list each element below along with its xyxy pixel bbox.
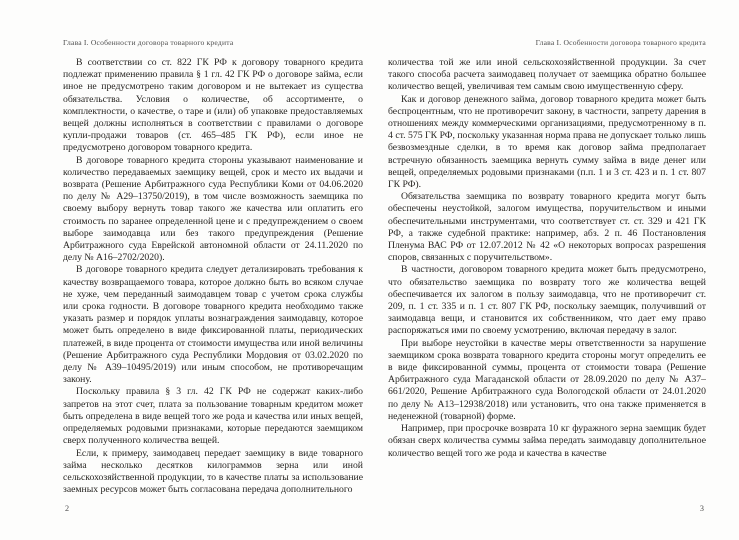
page-right-body — [388, 57, 706, 499]
body-paragraph: В соответствии со ст. 822 ГК РФ к договору товарного кредита подлежат применению правила § 1 гл. 42 ГК РФ о договоре займа, если иное не предусмотрено таким договором и не вытекает из существа обязательства. Условия о количестве, об ассортименте, о комплектности, о качестве, о таре и (или) об упаковке предоставляемых вещей должны исполняться в соответствии с правилами о договоре купли-продажи товаров (ст. 465–485 ГК РФ), если иное не предусмотрено договором товарного кредита. — [63, 57, 363, 154]
body-paragraph: Поскольку правила § 3 гл. 42 ГК РФ не содержат каких-либо запретов на этот счет, плата за пользование товарным кредитом может быть определена в виде вещей того же рода и качества или иных вещей, определяемых родовыми признаками, которые передаются заемщиком сверх полученного количества вещей. — [63, 386, 363, 447]
body-paragraph: Если, к примеру, заимодавец передает заемщику в виде товарного займа несколько десятков килограммов зерна или иной сельскохозяйственной продукции, то в качестве платы за использование заемных ресурсов может быть согласована передача дополнительного — [63, 447, 363, 496]
page-number-right: 3 — [699, 504, 704, 513]
body-paragraph: В договоре товарного кредита следует детализировать требования к качеству возвращаемого товара, которое должно быть во всяком случае не хуже, чем переданный заимодавцем товар с учетом срока службы или срока годности. В договоре товарного кредита необходимо также указать размер и порядок уплаты вознаграждения заимодавцу, которое может быть определено в виде фиксированной платы, периодических платежей, в виде процента от стоимости имущества или иной величины (Решение Арбитражного суда Республики Мордовия от 03.02.2020 по делу № А39–10495/2019) или иным способом, не противоречащим закону. — [63, 264, 363, 386]
page-number-left: 2 — [65, 504, 70, 513]
running-header-right: Глава I. Особенности договора товарного кредита — [535, 38, 706, 47]
page-right — [388, 0, 706, 540]
body-paragraph: Как и договор денежного займа, договор товарного кредита может быть беспроцентным, что не противоречит закону, в частности, запрету дарения в отношениях между коммерческими организациями, предусмотренному в п. 4 ст. 575 ГК РФ, поскольку указанная норма права не допускает только лишь безвозмездные сделки, в то время как договор займа предполагает встречную обязанность заемщика вернуть сумму займа в виде денег или вещей, определяемых родовыми признаками (п.п. 1 и 3 ст. 423 и п. 1 ст. 807 ГК РФ). — [388, 93, 706, 191]
body-paragraph: Обязательства заемщика по возврату товарного кредита могут быть обеспечены неустойкой, залогом имущества, поручительством и иными обеспечительными инструментами, что соответствует ст. ст. 329 и 421 ГК РФ, а также судебной практике: например, абз. 2 п. 46 Постановления Пленума ВАС РФ от 12.07.2012 № 42 «О некоторых вопросах разрешения споров, связанных с поручительством». — [388, 191, 706, 264]
page-left — [63, 0, 363, 540]
body-paragraph: В частности, договором товарного кредита может быть предусмотрено, что обязательство заемщика по возврату того же количества вещей обеспечивается их залогом в пользу заимодавца, что не противоречит ст. 209, п. 1 ст. 335 и п. 1 ст. 807 ГК РФ, поскольку заемщик, получивший от заимодавца вещи, и становится их собственником, что дает ему право распоряжаться ими по своему усмотрению, включая передачу в залог. — [388, 264, 706, 337]
running-header-left: Глава I. Особенности договора товарного кредита — [63, 38, 234, 47]
body-paragraph: При выборе неустойки в качестве меры ответственности за нарушение заемщиком срока возврата товарного кредита стороны могут определить ее в виде фиксированной суммы, процента от стоимости товара (Решение Арбитражного суда Магаданской области от 28.09.2020 по делу № А37–661/2020, Решение Арбитражного суда Вологодской области от 24.01.2020 по делу № А13–12938/2018) или установить, что она также применяется в неденежной (товарной) форме. — [388, 337, 706, 422]
page-left-body — [63, 57, 363, 499]
body-paragraph: В договоре товарного кредита стороны указывают наименование и количество передаваемых заемщику вещей, срок и место их выдачи и возврата (Решение Арбитражного суда Республики Коми от 04.06.2020 по делу № А29–13750/2019), в том числе возможность заемщика по своему выбору вернуть товар такого же качества или оплатить его стоимость по заранее определенной цене и с предупреждением о своем выборе заимодавца или без такого предупреждения (Решение Арбитражного суда Еврейской автономной области от 24.11.2020 по делу № А16–2702/2020). — [63, 154, 363, 264]
body-paragraph: Например, при просрочке возврата 10 кг фуражного зерна заемщик будет обязан сверх количества суммы займа передать заимодавцу дополнительное количество вещей того же рода и качества в качестве — [388, 423, 706, 459]
body-paragraph: количества той же или иной сельскохозяйственной продукции. За счет такого способа расчета заимодавец получает от заемщика обратно большее количество вещей, увеличивая тем самым свою имущественную сферу. — [388, 57, 706, 93]
